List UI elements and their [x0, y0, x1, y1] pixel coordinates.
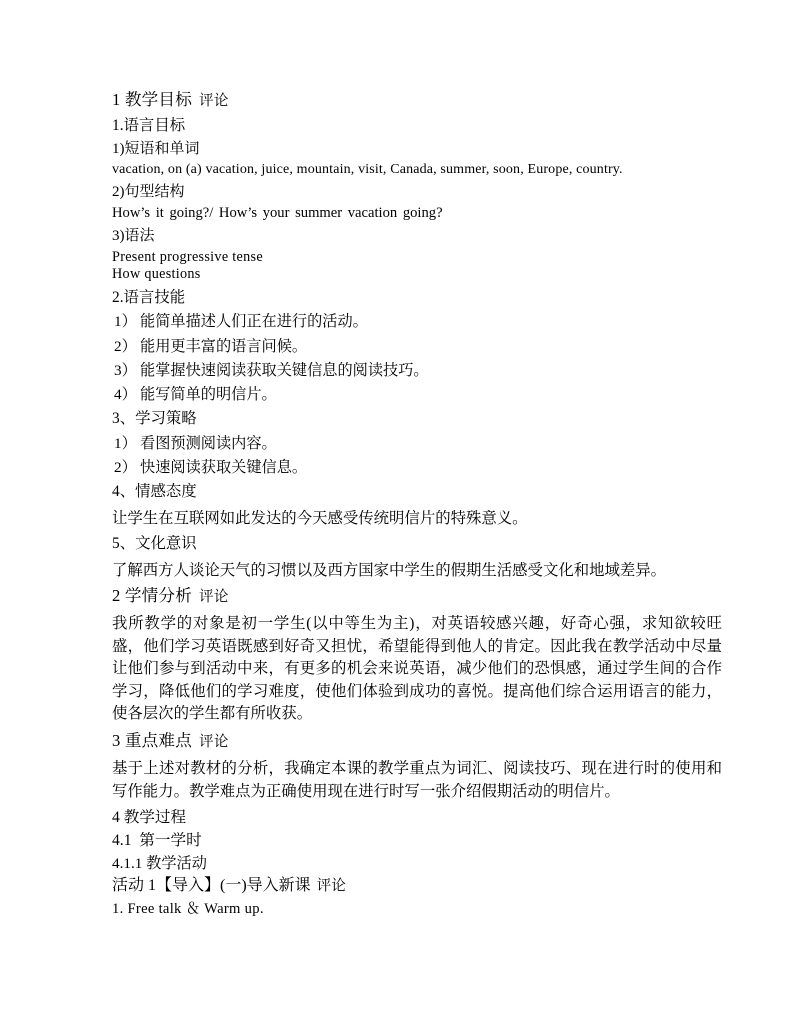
- list-item-text: 能用更丰富的语言问候。: [140, 337, 308, 355]
- section-heading: [112, 92, 722, 109]
- body-paragraph: 了解西方人谈论天气的习惯以及西方国家中学生的假期生活感受文化和地域差异。: [112, 562, 667, 580]
- comment-marker[interactable]: 评论: [199, 733, 229, 750]
- list-item: [112, 363, 722, 378]
- list-item-label: 2)句型结构: [112, 184, 185, 200]
- grammar-line: Present progressive tense: [112, 248, 263, 265]
- heading-text: 3 重点难点: [112, 730, 193, 750]
- section-heading: 4 教学过程: [112, 809, 187, 827]
- activity-heading: [112, 878, 722, 894]
- list-item-text: 能简单描述人们正在进行的活动。: [140, 313, 368, 331]
- body-paragraph: 让学生在互联网如此发达的今天感受传统明信片的特殊意义。: [112, 510, 528, 528]
- list-item-number: 4）: [114, 386, 137, 404]
- list-item-number: 2）: [114, 458, 137, 476]
- heading-text: 2 学情分析: [112, 585, 193, 605]
- list-item-text: 看图预测阅读内容。: [140, 434, 277, 452]
- section-heading: [112, 585, 722, 605]
- list-item-text: 能掌握快速阅读获取关键信息的阅读技巧。: [140, 361, 429, 379]
- list-item: [112, 314, 722, 329]
- section-heading: [112, 730, 722, 750]
- subsection-heading: 4.1 第一学时: [112, 831, 202, 849]
- list-item-number: 3）: [114, 361, 137, 379]
- comment-marker[interactable]: 评论: [199, 588, 229, 605]
- subsection-heading: 3、学习策略: [112, 410, 197, 428]
- list-item-number: 2）: [114, 337, 137, 355]
- list-item: [112, 460, 722, 475]
- activity-text: 活动 1【导入】(一)导入新课: [112, 876, 311, 894]
- list-item-text: 快速阅读获取关键信息。: [140, 458, 308, 476]
- list-item: [112, 387, 722, 402]
- list-item: [112, 339, 722, 354]
- subsection-heading: 1.语言目标: [112, 116, 186, 134]
- comment-marker[interactable]: 评论: [316, 877, 346, 894]
- comment-marker[interactable]: 评论: [199, 93, 229, 109]
- vocabulary-line: vacation, on (a) vacation, juice, mountain, visit, Canada, summer, soon, Europe, country.: [112, 162, 623, 177]
- subsection-heading: 4.1.1 教学活动: [112, 854, 207, 872]
- list-item-label: 3)语法: [112, 227, 155, 244]
- subsection-heading: 5、文化意识: [112, 534, 197, 552]
- activity-step: 1. Free talk ＆ Warm up.: [112, 900, 264, 917]
- body-paragraph: 基于上述对教材的分析，我确定本课的教学重点为词汇、阅读技巧、现在进行时的使用和写作能力。教学难点为正确使用现在进行时写一张介绍假期活动的明信片。: [112, 760, 722, 800]
- list-item-text: 能写简单的明信片。: [140, 386, 277, 404]
- list-item-number: 1）: [114, 434, 137, 452]
- document-body: [112, 92, 722, 916]
- body-paragraph: 我所教学的对象是初一学生(以中等生为主)，对英语较感兴趣，好奇心强，求知欲较旺盛，他们学习英语既感到好奇又担忧，希望能得到他人的肯定。因此我在教学活动中尽量让他们参与到活动中来，有更多的机会来说英语，减少他们的恐惧感，通过学生间的合作学习，降低他们的学习难度，使他们体验到成功的喜悦。提高他们综合运用语言的能力，使各层次的学生都有所收获。: [112, 615, 722, 723]
- subsection-heading: 4、情感态度: [112, 483, 197, 501]
- list-item-number: 1）: [114, 313, 137, 331]
- sentence-pattern-line: How’s it going?/ How’s your summer vacation going?: [112, 205, 443, 221]
- subsection-heading: 2.语言技能: [112, 289, 186, 306]
- grammar-line: How questions: [112, 265, 201, 282]
- list-item-label: 1)短语和单词: [112, 141, 200, 157]
- heading-text: 1 教学目标: [112, 90, 193, 109]
- list-item: [112, 436, 722, 451]
